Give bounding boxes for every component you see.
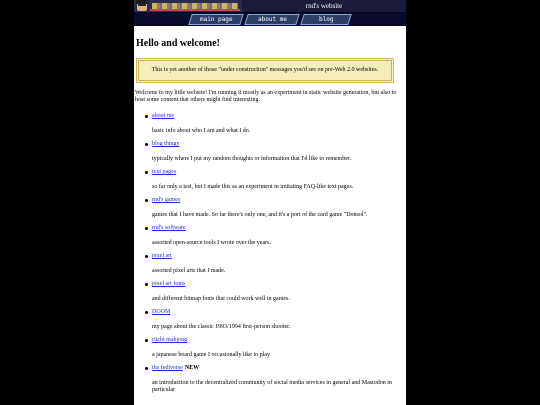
link-description: assorted open-source tools I wrote over the years.	[152, 240, 271, 246]
link-blog-thingy[interactable]: blog thingy	[152, 141, 180, 147]
site-sections-list	[135, 113, 406, 394]
list-item	[135, 141, 406, 163]
list-item	[135, 197, 406, 219]
list-item	[135, 281, 406, 303]
link-pixel-art-fonts[interactable]: pixel art fonts	[152, 281, 186, 287]
under-construction-notice: This is yet another of those "under construction" messages you'd see on pre-Web 2.0 websites.	[136, 58, 394, 83]
nav-tab-label: about me	[257, 16, 287, 23]
page-heading: Hello and welcome!	[136, 38, 220, 49]
link-riichi-mahjong[interactable]: riichi mahjong	[152, 337, 188, 343]
link-description: an introduction to the decentralized community of social media services in general and Mastodon in particular	[152, 380, 392, 393]
bullet-icon	[145, 199, 148, 202]
nav-tab-blog[interactable]	[300, 14, 352, 25]
bullet-icon	[145, 227, 148, 230]
list-item	[135, 225, 406, 247]
bullet-icon	[145, 339, 148, 342]
avatar-glasses-icon	[138, 4, 146, 6]
bullet-icon	[145, 171, 148, 174]
link-description: assorted pixel arts that I made.	[152, 268, 226, 274]
list-item	[135, 169, 406, 191]
bullet-icon	[145, 143, 148, 146]
nav-tab-main-page[interactable]	[188, 14, 244, 25]
list-item	[135, 113, 406, 135]
link-rnds-games[interactable]: rnd's games	[152, 197, 181, 203]
list-item	[135, 253, 406, 275]
nav-tab-label: blog	[318, 16, 334, 23]
bullet-icon	[145, 115, 148, 118]
link-description: typically where I put my random thoughts or information that I'd like to remember.	[152, 156, 352, 162]
list-item	[135, 309, 406, 331]
link-the-fediverse[interactable]: the fediverse	[152, 365, 183, 371]
link-text-pages[interactable]: text pages	[152, 169, 177, 175]
list-item	[135, 337, 406, 359]
bullet-icon	[145, 311, 148, 314]
link-description: a japanese board game I occasionally like to play	[152, 352, 270, 358]
new-badge: NEW	[184, 365, 200, 371]
main-content	[134, 26, 406, 394]
link-description: my page about the classic 1993/1994 first-person shooter.	[152, 324, 291, 330]
bullet-icon	[145, 255, 148, 258]
page	[134, 0, 406, 405]
logo-underline	[150, 9, 240, 11]
link-description: games that I have made. So far there's only one, and it's a port of the card game "Donsol".	[152, 212, 368, 218]
link-description: and different bitmap fonts that could work well in games.	[152, 296, 290, 302]
intro-paragraph: Welcome to my little website! I'm running it mostly as an experiment in static website generation, but also to host some content that others might find interesting.	[135, 90, 397, 103]
bullet-icon	[145, 367, 148, 370]
site-logo[interactable]	[134, 0, 242, 12]
list-item	[135, 365, 406, 394]
bullet-icon	[145, 283, 148, 286]
nav-tab-label: main page	[199, 16, 233, 23]
link-description: basic info about who I am and what I do.	[152, 128, 251, 134]
link-description: so far only a test, but I made this as an experiment in imitating FAQ-like text pages.	[152, 184, 354, 190]
link-pixel-art[interactable]: pixel art	[152, 253, 172, 259]
nav-tab-about-me[interactable]	[244, 14, 300, 25]
link-about-me[interactable]: about me	[152, 113, 175, 119]
main-nav	[134, 13, 406, 26]
site-title: rnd's website	[242, 0, 406, 12]
site-header	[134, 0, 406, 26]
link-rnds-software[interactable]: rnd's software	[152, 225, 186, 231]
link-doom[interactable]: DOOM	[152, 309, 171, 315]
